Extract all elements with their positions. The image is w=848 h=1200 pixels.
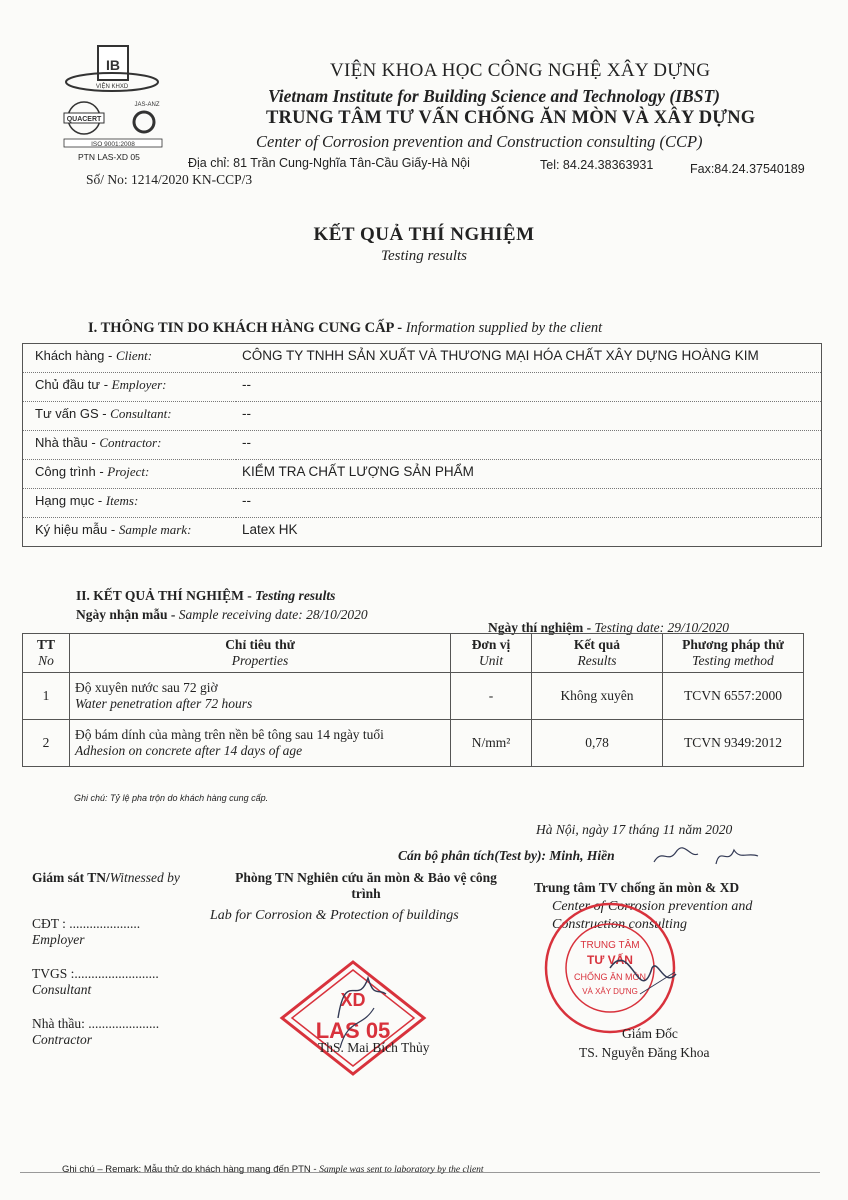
- client-row: [23, 431, 822, 460]
- address: Địa chỉ: 81 Trần Cung-Nghĩa Tân-Cầu Giấy-Hà Nội: [188, 156, 470, 170]
- client-row: [23, 489, 822, 518]
- row-property: Độ xuyên nước sau 72 giờ Water penetration after 72 hours: [70, 673, 451, 720]
- svg-text:IB: IB: [106, 57, 120, 73]
- client-row-value: --: [236, 431, 822, 460]
- client-row-value: KIỂM TRA CHẤT LƯỢNG SẢN PHẨM: [236, 460, 822, 489]
- center-signature-en: Center of Corrosion prevention and Construction consulting: [552, 899, 753, 932]
- mix-note: Ghi chú: Tỷ lệ pha trộn do khách hàng cung cấp.: [74, 793, 269, 803]
- place-date: Hà Nội, ngày 17 tháng 11 năm 2020: [536, 822, 733, 837]
- row-method: TCVN 9349:2012: [663, 720, 804, 767]
- lab-name-en: Lab for Corrosion & Protection of buildings: [210, 908, 459, 923]
- svg-text:LAS 05: LAS 05: [315, 1018, 391, 1043]
- results-header-row: [23, 634, 804, 673]
- document-title: KẾT QUẢ THÍ NGHIỆM: [313, 224, 535, 245]
- director-name: TS. Nguyễn Đăng Khoa: [579, 1045, 710, 1060]
- svg-text:ISO 9001:2008: ISO 9001:2008: [91, 141, 135, 148]
- svg-text:TƯ VẤN: TƯ VẤN: [587, 953, 633, 967]
- client-row-label: Tư vấn GS - Consultant:: [23, 402, 237, 431]
- client-row-label: Nhà thầu - Contractor:: [23, 431, 237, 460]
- document-number: Số/ No: 1214/2020 KN-CCP/3: [86, 172, 253, 187]
- row-result: Không xuyên: [532, 673, 663, 720]
- witnessed-by: Giám sát TN/Witnessed by: [32, 870, 180, 885]
- client-row-value: --: [236, 373, 822, 402]
- svg-text:VÀ XÂY DỰNG: VÀ XÂY DỰNG: [582, 987, 638, 996]
- svg-text:TRUNG TÂM: TRUNG TÂM: [580, 940, 640, 951]
- signatory-contractor: Nhà thầu: ..................... Contractor: [32, 1016, 160, 1047]
- row-method: TCVN 6557:2000: [663, 673, 804, 720]
- row-number: 2: [23, 720, 70, 767]
- center-signature-title: Trung tâm TV chống ăn mòn & XD: [534, 880, 740, 895]
- section-1-heading: I. THÔNG TIN DO KHÁCH HÀNG CUNG CẤP - Information supplied by the client: [88, 320, 603, 336]
- client-row-label: Hạng mục - Items:: [23, 489, 237, 518]
- test-by: Cán bộ phân tích(Test by): Minh, Hiền: [398, 848, 615, 863]
- row-unit: N/mm²: [451, 720, 532, 767]
- results-row: [23, 673, 804, 720]
- lab-name-vi: Phòng TN Nghiên cứu ăn mòn & Bảo vệ công trình: [235, 870, 497, 901]
- document-subtitle: Testing results: [381, 248, 467, 264]
- row-result: 0,78: [532, 720, 663, 767]
- svg-text:QUACERT: QUACERT: [66, 116, 102, 123]
- client-row: [23, 460, 822, 489]
- client-info-table: [22, 343, 822, 547]
- client-row-label: Chủ đầu tư - Employer:: [23, 373, 237, 402]
- fax: Fax:84.24.37540189: [690, 162, 805, 176]
- col-method: Phương pháp thử Testing method: [663, 634, 804, 673]
- svg-text:JAS-ANZ: JAS-ANZ: [134, 102, 160, 108]
- col-no: TT No: [23, 634, 70, 673]
- testing-date: Ngày thí nghiệm - Testing date: 29/10/2020: [488, 620, 730, 635]
- client-row-label: Khách hàng - Client:: [23, 344, 237, 373]
- col-unit: Đơn vị Unit: [451, 634, 532, 673]
- svg-text:VIỆN KHXD: VIỆN KHXD: [95, 84, 129, 90]
- row-number: 1: [23, 673, 70, 720]
- client-row-value: --: [236, 402, 822, 431]
- client-row: [23, 402, 822, 431]
- results-row: [23, 720, 804, 767]
- signatory-employer: CĐT : ..................... Employer: [32, 916, 141, 947]
- footer-remark: Ghi chú – Remark: Mẫu thử do khách hàng mang đến PTN - Sample was sent to laboratory by the client: [62, 1164, 484, 1175]
- col-results: Kết quả Results: [532, 634, 663, 673]
- telephone: Tel: 84.24.38363931: [540, 158, 654, 172]
- client-row: [23, 344, 822, 373]
- client-row-label: Công trình - Project:: [23, 460, 237, 489]
- las05-stamp: [278, 958, 428, 1078]
- row-unit: -: [451, 673, 532, 720]
- lab-head-name: ThS. Mai Bích Thủy: [318, 1040, 430, 1055]
- svg-text:CHỐNG ĂN MÒN: CHỐNG ĂN MÒN: [574, 972, 646, 982]
- analyst-signatures: [650, 842, 770, 870]
- row-property: Độ bám dính của màng trên nền bê tông sau 14 ngày tuổi Adhesion on concrete after 14 days of age: [70, 720, 451, 767]
- client-row: [23, 518, 822, 547]
- center-round-stamp: [540, 898, 680, 1038]
- receiving-date: Ngày nhận mẫu - Sample receiving date: 28/10/2020: [76, 607, 368, 622]
- center-name-vi: TRUNG TÂM TƯ VẤN CHỐNG ĂN MÒN VÀ XÂY DỰNG: [266, 108, 756, 128]
- svg-text:XD: XD: [340, 990, 366, 1010]
- center-name-en: Center of Corrosion prevention and Construction consulting (CCP): [256, 132, 703, 151]
- col-properties: Chỉ tiêu thử Properties: [70, 634, 451, 673]
- client-row-value: CÔNG TY TNHH SẢN XUẤT VÀ THƯƠNG MẠI HÓA CHẤT XÂY DỰNG HOÀNG KIM: [236, 344, 822, 373]
- institute-name-en: Vietnam Institute for Building Science and Technology (IBST): [268, 86, 720, 106]
- director-title: Giám Đốc: [622, 1026, 678, 1041]
- client-row-value: --: [236, 489, 822, 518]
- ptn-code: PTN LAS-XD 05: [78, 152, 140, 162]
- client-row: [23, 373, 822, 402]
- results-table: [22, 633, 804, 767]
- section-2-heading: II. KẾT QUẢ THÍ NGHIỆM - Testing results: [76, 588, 336, 603]
- signatory-consultant: TVGS :......................... Consultant: [32, 966, 159, 997]
- client-row-label: Ký hiệu mẫu - Sample mark:: [23, 518, 237, 547]
- client-row-value: Latex HK: [236, 518, 822, 547]
- institute-name-vi: VIỆN KHOA HỌC CÔNG NGHỆ XÂY DỰNG: [330, 60, 711, 81]
